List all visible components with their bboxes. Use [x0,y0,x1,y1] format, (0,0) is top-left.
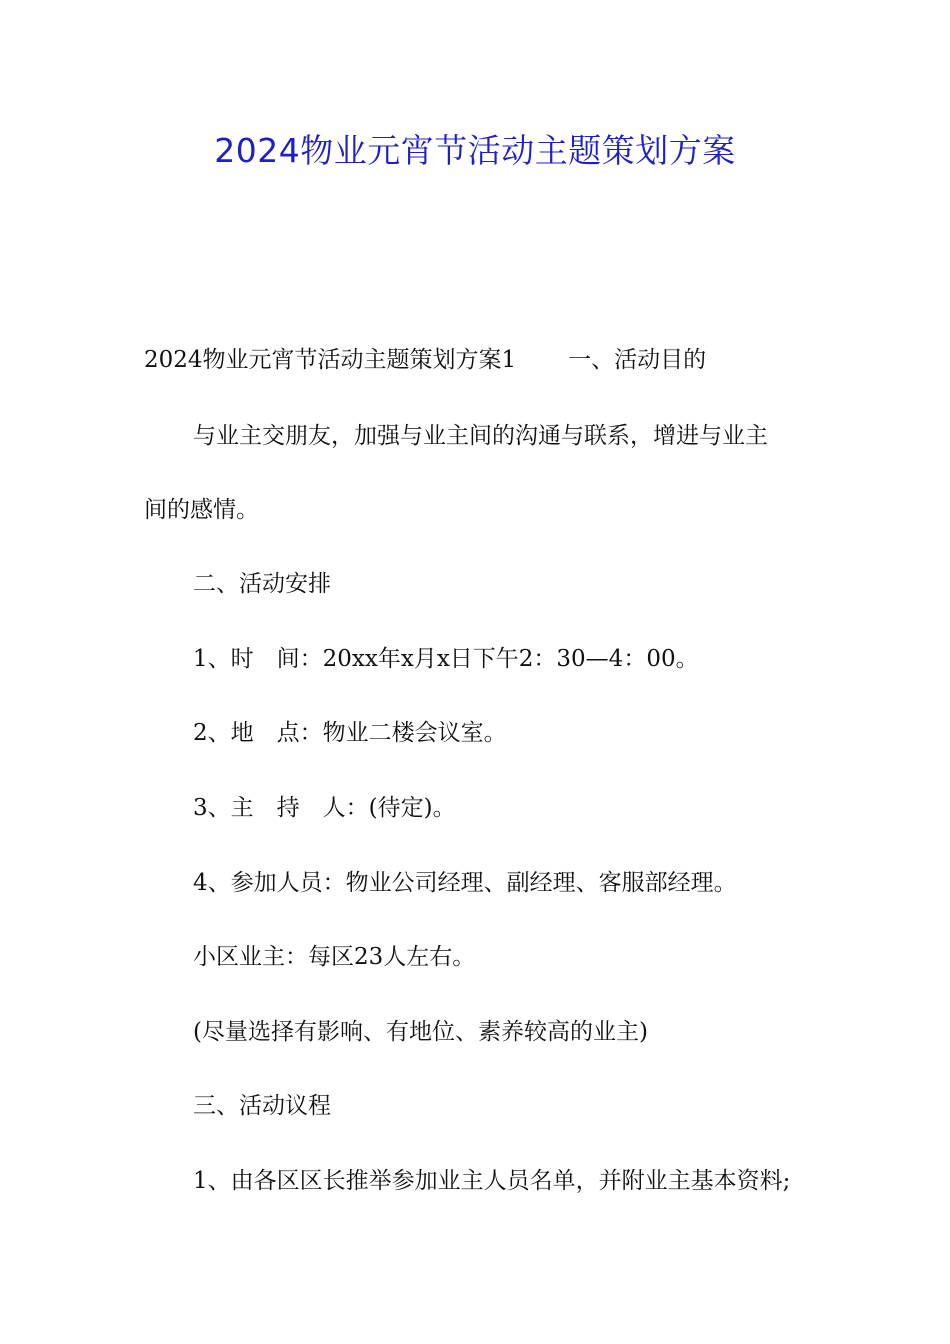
arrangement-note: (尽量选择有影响、有地位、素养较高的业主) [193,1019,648,1045]
arrangement-place: 2、地 点：物业二楼会议室。 [193,720,507,746]
arrangement-host: 3、主 持 人：(待定)。 [193,795,456,821]
document-title: 2024物业元宵节活动主题策划方案 [214,131,736,170]
arrangement-participants: 4、参加人员：物业公司经理、副经理、客服部经理。 [193,870,737,896]
arrangement-owners: 小区业主：每区23人左右。 [193,944,476,970]
section-heading-agenda: 三、活动议程 [193,1093,331,1119]
section-heading-arrangement: 二、活动安排 [193,571,331,597]
section-heading-purpose: 一、活动目的 [568,347,707,373]
purpose-paragraph-line-2: 间的感情。 [144,497,259,523]
arrangement-time: 1、时 间：20xx年x月x日下午2：30—4：00。 [193,646,699,672]
subtitle: 2024物业元宵节活动主题策划方案1 [144,347,517,373]
agenda-item-1: 1、由各区区长推举参加业主人员名单，并附业主基本资料; [193,1168,791,1194]
intro-line [144,345,706,375]
purpose-paragraph-line-1: 与业主交朋友，加强与业主间的沟通与联系，增进与业主 [193,423,768,449]
